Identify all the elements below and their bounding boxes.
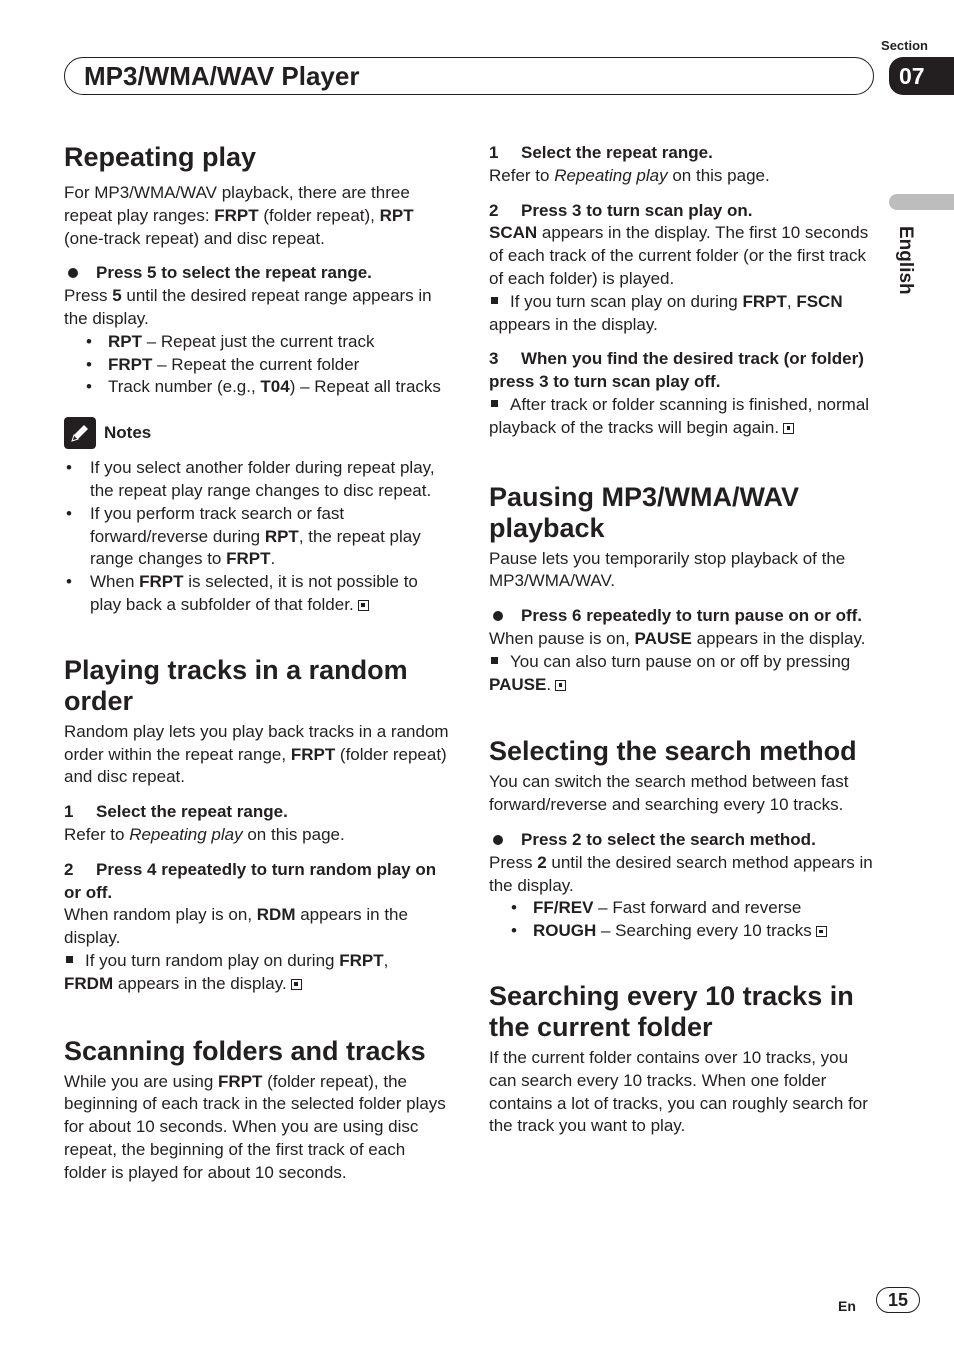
section-number-badge xyxy=(889,57,954,95)
scanning-heading: Scanning folders and tracks xyxy=(64,1035,426,1066)
list-item: • ROUGH – Searching every 10 tracks xyxy=(511,920,875,943)
random-note: If you turn random play on during FRPT, FRDM appears in the display. xyxy=(64,950,389,993)
notes-header xyxy=(64,417,450,449)
list-item: • When FRPT is selected, it is not possible to play back a subfolder of that folder. xyxy=(64,571,450,617)
scan-step-2: 2 Press 3 to turn scan play on. xyxy=(489,200,753,220)
footer-language: En xyxy=(838,1298,856,1314)
random-play-heading: Playing tracks in a random order xyxy=(64,654,408,716)
section-number: 07 xyxy=(899,62,925,89)
end-mark-icon xyxy=(816,926,827,937)
pausing-intro: Pause lets you temporarily stop playback of the MP3/WMA/WAV. xyxy=(489,548,846,591)
scan-step-1: 1 Select the repeat range. xyxy=(489,143,713,162)
notes-title: Notes xyxy=(104,422,152,442)
scan-step-3: 3 When you find the desired track (or folder) press 3 to turn scan play off. xyxy=(489,349,864,392)
search-method-list xyxy=(489,897,875,943)
search-method-step: Press 2 to select the search method. xyxy=(489,829,875,852)
repeating-play-heading: Repeating play xyxy=(64,142,257,172)
section-label: Section xyxy=(881,38,928,53)
search-method-step-body: Press 2 until the desired search method appears in the display. xyxy=(489,852,873,895)
end-mark-icon xyxy=(783,423,794,434)
search-10-intro: If the current folder contains over 10 tracks, you can search every 10 tracks. When one folder contains a lot of tracks, you can roughly search for the track you want to play. xyxy=(489,1047,868,1136)
pencil-note-icon xyxy=(64,417,96,449)
pausing-heading: Pausing MP3/WMA/WAV playback xyxy=(489,481,800,543)
language-tab xyxy=(876,226,946,306)
list-item: • If you select another folder during repeat play, the repeat play range changes to disc repeat. xyxy=(64,457,450,503)
notes-list xyxy=(64,457,450,617)
left-column xyxy=(64,142,450,1185)
list-item: • FF/REV – Fast forward and reverse xyxy=(511,897,875,920)
repeating-intro: For MP3/WMA/WAV playback, there are three repeat play ranges: FRPT (folder repeat), RPT (one-track repeat) and disc repeat. xyxy=(64,183,414,248)
repeating-step-body: Press 5 until the desired repeat range appears in the display. xyxy=(64,286,432,328)
step-bullet-icon xyxy=(493,835,503,845)
step-bullet-icon xyxy=(68,268,78,278)
end-mark-icon xyxy=(358,600,369,611)
note-square-icon xyxy=(491,657,498,664)
pausing-note: You can also turn pause on or off by pressing PAUSE. xyxy=(489,651,851,694)
right-column xyxy=(489,142,875,1138)
scan-step-2-note: If you turn scan play on during FRPT, FSCN appears in the display. xyxy=(489,291,843,334)
note-square-icon xyxy=(66,956,73,963)
scanning-intro: While you are using FRPT (folder repeat), the beginning of each track in the selected folder plays for about 10 seconds. When you are using disc repeat, the beginning of the first track of each folder is played for about 10 seconds. xyxy=(64,1071,446,1182)
random-step-2: 2 Press 4 repeatedly to turn random play on or off. xyxy=(64,859,437,902)
end-mark-icon xyxy=(291,979,302,990)
search-method-heading: Selecting the search method xyxy=(489,736,857,767)
list-item: • RPT – Repeat just the current track xyxy=(86,331,450,354)
scan-step-3-note: After track or folder scanning is finished, normal playback of the tracks will begin again. xyxy=(489,394,870,437)
scan-step-2-body: SCAN appears in the display. The first 10 seconds of each track of the current folder (or the first track of each folder) is played. xyxy=(489,223,869,288)
end-mark-icon xyxy=(555,680,566,691)
scan-step-1-body: Refer to Repeating play on this page. xyxy=(489,165,770,185)
language-label: English xyxy=(895,226,916,295)
page-number: 15 xyxy=(876,1287,920,1313)
random-step-1-body: Refer to Repeating play on this page. xyxy=(64,824,345,844)
note-square-icon xyxy=(491,400,498,407)
search-method-intro: You can switch the search method between fast forward/reverse and searching every 10 tracks. xyxy=(489,772,849,815)
list-item: • FRPT – Repeat the current folder xyxy=(86,354,450,377)
repeat-range-list xyxy=(64,331,450,399)
language-tab-marker xyxy=(889,194,954,210)
random-intro: Random play lets you play back tracks in a random order within the repeat range, FRPT (folder repeat) and disc repeat. xyxy=(64,721,449,787)
note-square-icon xyxy=(491,297,498,304)
step-bullet-icon xyxy=(493,611,503,621)
pausing-step: Press 6 repeatedly to turn pause on or off. xyxy=(489,605,875,628)
repeating-step: Press 5 to select the repeat range. xyxy=(64,262,450,285)
pausing-step-body: When pause is on, PAUSE appears in the display. xyxy=(489,628,866,648)
chapter-title: MP3/WMA/WAV Player xyxy=(84,61,360,91)
random-step-2-body: When random play is on, RDM appears in the display. xyxy=(64,905,408,948)
list-item: • Track number (e.g., T04) – Repeat all tracks xyxy=(86,376,450,399)
random-step-1: 1 Select the repeat range. xyxy=(64,802,288,822)
search-10-heading: Searching every 10 tracks in the current folder xyxy=(489,980,854,1042)
list-item: • If you perform track search or fast forward/reverse during RPT, the repeat play range changes to FRPT. xyxy=(64,503,450,571)
